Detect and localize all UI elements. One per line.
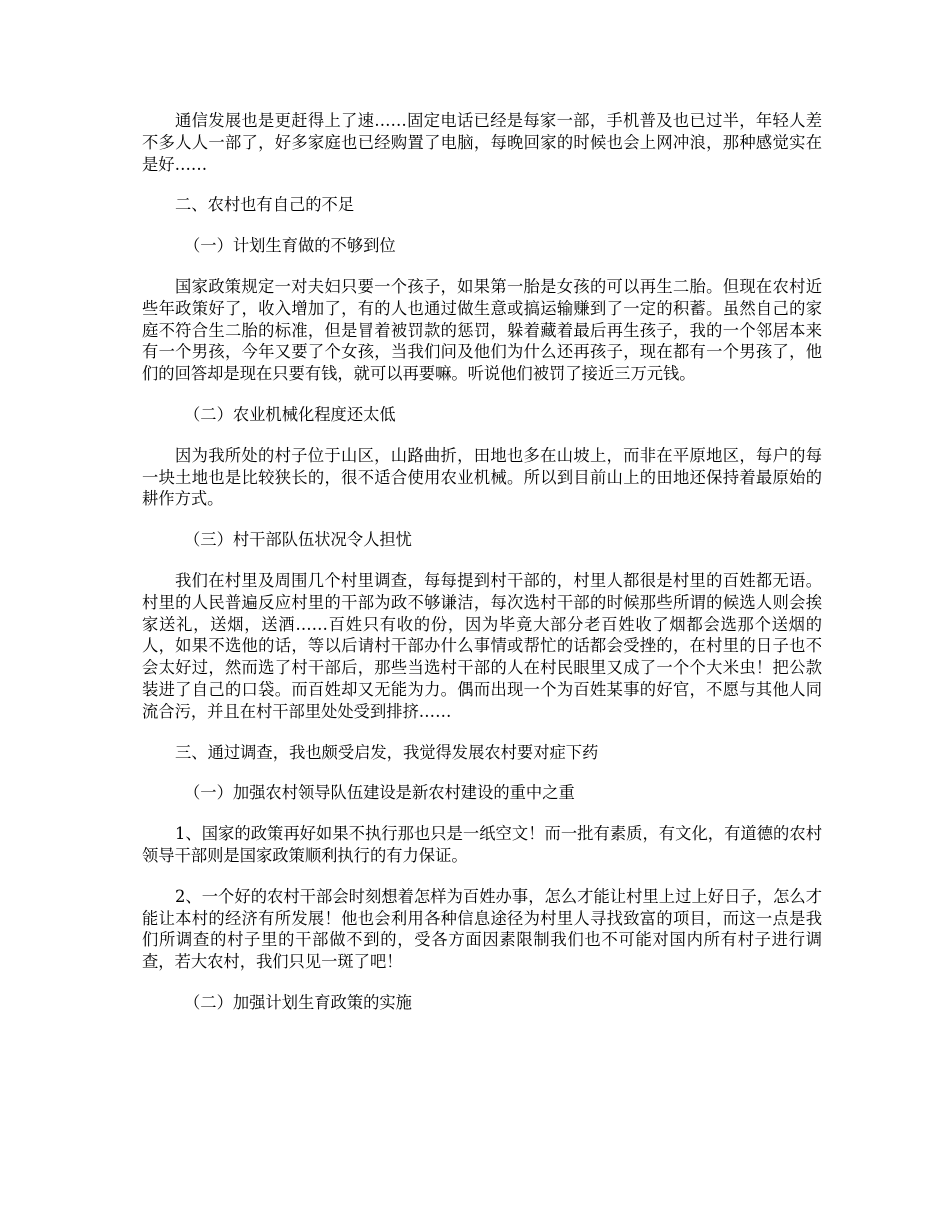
subheading-family-planning: （一）计划生育做的不够到位 (184, 236, 396, 256)
section-heading-2: 二、农村也有自己的不足 (175, 195, 355, 215)
paragraph-communication: 通信发展也是更赶得上了速……固定电话已经是每家一部，手机普及也已过半，年轻人差不多人人一部了，好多家庭也已经购置了电脑，每晚回家的时候也会上网冲浪，那种感觉实在是好…… (142, 111, 822, 174)
paragraph-mechanization: 因为我所处的村子位于山区，山路曲折，田地也多在山坡上，而非在平原地区，每户的每一块土地也是比较狭长的，很不适合使用农业机械。所以到目前山上的田地还保持着最原始的耕作方式。 (142, 445, 822, 509)
section-heading-3: 三、通过调查，我也颇受启发，我觉得发展农村要对症下药 (175, 742, 599, 762)
paragraph-village-cadres: 我们在村里及周围几个村里调查，每每提到村干部的，村里人都很是村里的百姓都无语。村里的人民普遍反应村里的干部为政不够谦洁，每次选村干部的时候那些所谓的候选人则会挨家送礼，送烟，送酒……百姓只有收的份，因为毕竟大部分老百姓收了烟都会选那个送烟的人，如果不选他的话，等以后请村干部办什么事情或帮忙的话都会受挫的，在村里的日子也不会太好过，然而选了村干部后，那些当选村干部的人在村民眼里又成了一个个大米虫！把公款装进了自己的口袋。而百姓却又无能为力。偶而出现一个为百姓某事的好官，不愿与其他人同流合污，并且在村干部里处处受到排挤…… (142, 570, 822, 721)
subheading-strengthen-planning: （二）加强计划生育政策的实施 (184, 992, 412, 1012)
paragraph-family-planning: 国家政策规定一对夫妇只要一个孩子，如果第一胎是女孩的可以再生二胎。但现在农村近些年政策好了，收入增加了，有的人也通过做生意或搞运输赚到了一定的积蓄。虽然自己的家庭不符合生二胎的标准，但是冒着被罚款的惩罚，躲着藏着最后再生孩子，我的一个邻居本来有一个男孩，今年又要了个女孩，当我们问及他们为什么还再孩子，现在都有一个男孩了，他们的回答却是现在只要有钱，就可以再要嘛。听说他们被罚了接近三万元钱。 (142, 276, 822, 384)
subheading-leadership: （一）加强农村领导队伍建设是新农村建设的重中之重 (184, 783, 575, 803)
document-page (142, 110, 822, 1033)
subheading-mechanization: （二）农业机械化程度还太低 (184, 404, 396, 424)
paragraph-policy-execution: 1、国家的政策再好如果不执行那也只是一纸空文！而一批有素质，有文化，有道德的农村领导干部则是国家政策顺利执行的有力保证。 (142, 824, 822, 865)
subheading-village-cadres: （三）村干部队伍状况令人担忧 (184, 530, 412, 550)
paragraph-good-cadre: 2、一个好的农村干部会时刻想着怎样为百姓办事，怎么才能让村里上过上好日子，怎么才能让本村的经济有所发展！他也会利用各种信息途径为村里人寻找致富的项目，而这一点是我们所调查的村子里的干部做不到的，受各方面因素限制我们也不可能对国内所有村子进行调查，若大农村，我们只见一斑了吧！ (142, 886, 822, 972)
